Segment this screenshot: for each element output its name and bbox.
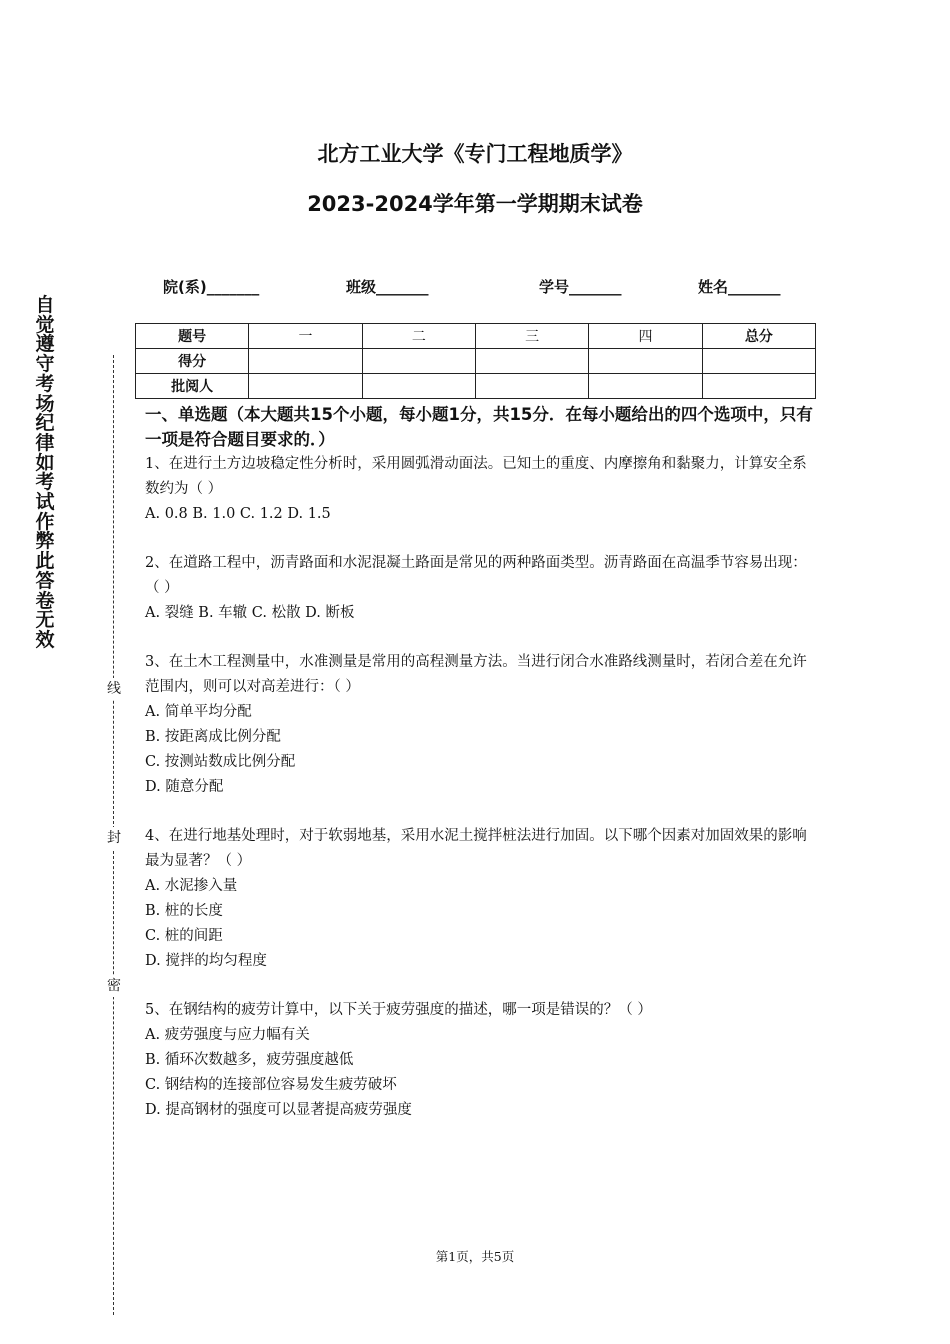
- section-heading: 一、单选题（本大题共15个小题，每小题1分，共15分．在每小题给出的四个选项中，只有一项是符合题目要求的．）: [145, 405, 813, 449]
- question-stem: 3、在土木工程测量中，水准测量是常用的高程测量方法。当进行闭合水准路线测量时，若闭合差在允许范围内，则可以对高差进行：（ ）: [145, 654, 807, 695]
- name-field: 姓名_______: [698, 278, 781, 296]
- table-header-cell: 一: [249, 324, 362, 349]
- question-4: [145, 824, 813, 974]
- question-option-a: A. 水泥掺入量: [145, 878, 238, 894]
- score-cell: [475, 349, 588, 374]
- question-option-c: C. 钢结构的连接部位容易发生疲劳破坏: [145, 1077, 397, 1093]
- table-header-cell: 二: [362, 324, 475, 349]
- score-table-header-row: [136, 324, 816, 349]
- question-1: [145, 452, 813, 527]
- student-id-field: 学号_______: [539, 278, 622, 296]
- table-row-label: 批阅人: [136, 374, 249, 399]
- question-option-a: A. 疲劳强度与应力幅有关: [145, 1027, 310, 1043]
- grader-row: [136, 374, 816, 399]
- page-number: 第1页，共5页: [435, 1249, 515, 1264]
- question-option-b: B. 桩的长度: [145, 903, 223, 919]
- grader-cell: [702, 374, 815, 399]
- table-header-cell: 总分: [702, 324, 815, 349]
- question-stem: 1、在进行土方边坡稳定性分析时，采用圆弧滑动面法。已知土的重度、内摩擦角和黏聚力，计算安全系数约为（ ）: [145, 456, 807, 497]
- exam-subtitle: 2023-2024学年第一学期期末试卷: [307, 192, 643, 216]
- question-option-b: B. 循环次数越多，疲劳强度越低: [145, 1052, 354, 1068]
- grader-cell: [475, 374, 588, 399]
- grader-cell: [589, 374, 702, 399]
- question-options: A. 0.8 B. 1.0 C. 1.2 D. 1.5: [145, 506, 331, 522]
- binding-char-seal: 封: [104, 827, 124, 849]
- table-row-label: 得分: [136, 349, 249, 374]
- table-header-cell: 题号: [136, 324, 249, 349]
- class-field: 班级_______: [346, 278, 429, 296]
- question-stem: 4、在进行地基处理时，对于软弱地基，采用水泥土搅拌桩法进行加固。以下哪个因素对加固效果的影响最为显著？（ ）: [145, 828, 807, 869]
- question-option-c: C. 桩的间距: [145, 928, 223, 944]
- question-3: [145, 650, 813, 800]
- score-cell: [362, 349, 475, 374]
- question-stem: 2、在道路工程中，沥青路面和水泥混凝土路面是常见的两种路面类型。沥青路面在高温季节容易出现：（ ）: [145, 555, 807, 596]
- exam-discipline-notice: 自觉遵守考场纪律如考试作弊此答卷无效: [35, 294, 55, 651]
- binding-char-line: 线: [104, 678, 124, 700]
- binding-char-secret: 密: [104, 975, 124, 997]
- table-header-cell: 三: [475, 324, 588, 349]
- question-option-d: D. 随意分配: [145, 779, 224, 795]
- question-2: [145, 551, 813, 626]
- grader-cell: [362, 374, 475, 399]
- exam-title: 北方工业大学《专门工程地质学》: [317, 142, 633, 166]
- score-row: [136, 349, 816, 374]
- question-options: A. 裂缝 B. 车辙 C. 松散 D. 断板: [145, 605, 355, 621]
- score-table: [135, 323, 816, 399]
- question-5: [145, 998, 813, 1123]
- question-option-c: C. 按测站数成比例分配: [145, 754, 296, 770]
- score-cell: [249, 349, 362, 374]
- score-cell: [702, 349, 815, 374]
- question-option-d: D. 提高钢材的强度可以显著提高疲劳强度: [145, 1102, 412, 1118]
- question-option-a: A. 简单平均分配: [145, 704, 252, 720]
- grader-cell: [249, 374, 362, 399]
- table-header-cell: 四: [589, 324, 702, 349]
- question-option-b: B. 按距离成比例分配: [145, 729, 281, 745]
- question-option-d: D. 搅拌的均匀程度: [145, 953, 267, 969]
- question-stem: 5、在钢结构的疲劳计算中，以下关于疲劳强度的描述，哪一项是错误的？（ ）: [145, 1002, 652, 1018]
- department-field: 院(系)_______: [163, 278, 260, 296]
- score-cell: [589, 349, 702, 374]
